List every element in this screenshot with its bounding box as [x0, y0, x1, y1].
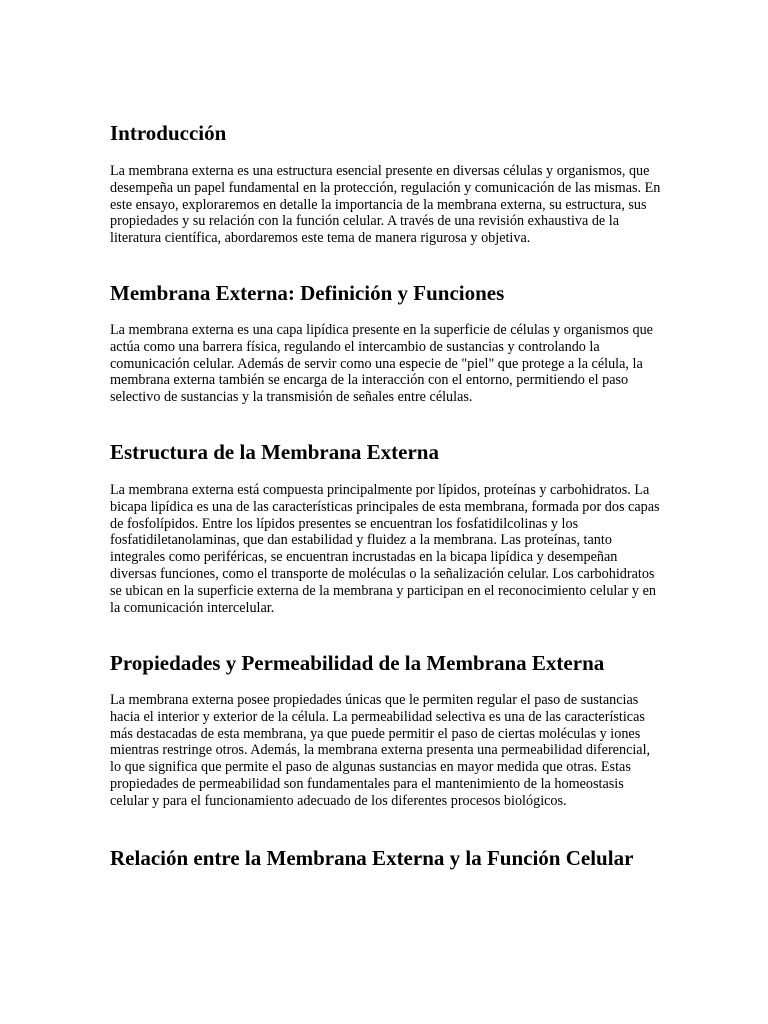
section-paragraph-introduccion: La membrana externa es una estructura esencial presente en diversas células y organismos, que desempeña un papel fundamental en la protección, regulación y comunicación de las mismas. En este ensayo, exploraremos en detalle la importancia de la membrana externa, su estructura, sus propiedades y su relación con la función celular. A través de una revisión exhaustiva de la literatura científica, abordaremos este tema de manera rigurosa y objetiva. — [110, 163, 661, 247]
section-paragraph-propiedades: La membrana externa posee propiedades únicas que le permiten regular el paso de sustancias hacia el interior y exterior de la célula. La permeabilidad selectiva es una de las características más destacadas de esta membrana, ya que puede permitir el paso de ciertas moléculas y iones mientras restringe otros. Además, la membrana externa presenta una permeabilidad diferencial, lo que significa que permite el paso de algunas sustancias en mayor medida que otras. Estas propiedades de permeabilidad son fundamentales para el mantenimiento de la homeostasis celular y para el funcionamiento adecuado de los diferentes procesos biológicos. — [110, 692, 651, 809]
section-heading-propiedades: Propiedades y Permeabilidad de la Membrana Externa — [110, 651, 605, 675]
section-paragraph-estructura: La membrana externa está compuesta principalmente por lípidos, proteínas y carbohidratos. La bicapa lipídica es una de las características principales de esta membrana, formada por dos capas de fosfolípidos. Entre los lípidos presentes se encuentran los fosfatidilcolinas y los fosfatidiletanolaminas, que dan estabilidad y fluidez a la membrana. Las proteínas, tanto integrales como periféricas, se encuentran incrustadas en la bicapa lipídica y desempeñan diversas funciones, como el transporte de moléculas o la señalización celular. Los carbohidratos se ubican en la superficie externa de la membrana y participan en el reconocimiento celular y en la comunicación intercelular. — [110, 482, 660, 616]
section-paragraph-definicion-funciones: La membrana externa es una capa lipídica presente en la superficie de células y organismos que actúa como una barrera física, regulando el intercambio de sustancias y controlando la comunicación celular. Además de servir como una especie de "piel" que protege a la célula, la membrana externa también se encarga de la interacción con el entorno, permitiendo el paso selectivo de sustancias y la transmisión de señales entre células. — [110, 322, 653, 406]
section-heading-relacion-funcion-celular: Relación entre la Membrana Externa y la Función Celular — [110, 846, 634, 870]
section-heading-introduccion: Introducción — [110, 121, 227, 145]
section-heading-definicion-funciones: Membrana Externa: Definición y Funciones — [110, 281, 505, 305]
section-heading-estructura: Estructura de la Membrana Externa — [110, 440, 439, 464]
